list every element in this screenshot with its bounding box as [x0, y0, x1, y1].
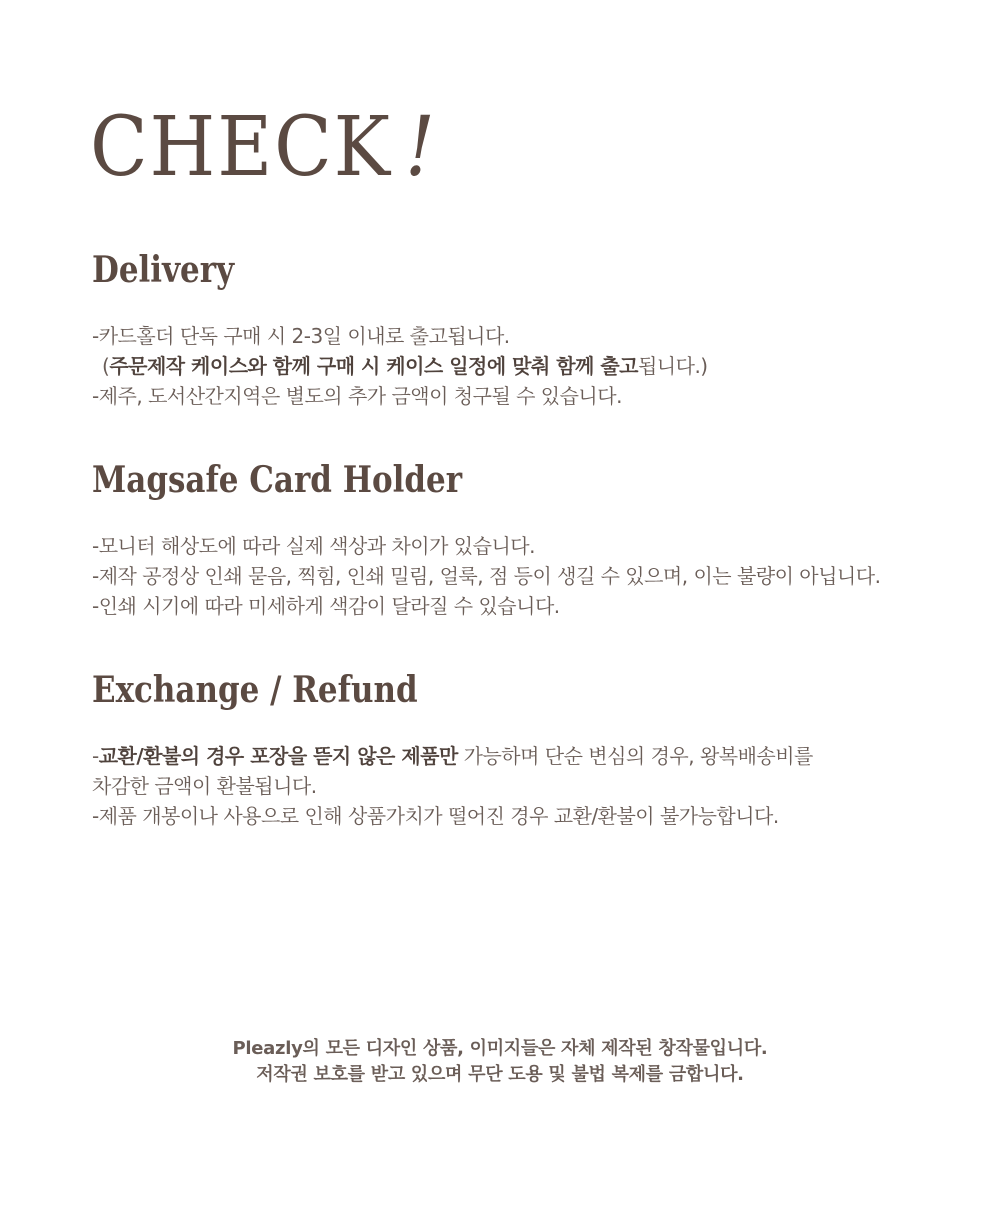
copyright-line-2: 저작권 보호를 받고 있으며 무단 도용 및 불법 복제를 금합니다. — [256, 1064, 744, 1085]
delivery-line-2-rest: 됩니다.) — [637, 354, 708, 378]
delivery-line-2-open: ( — [102, 354, 110, 378]
exchange-line-1-rest: 가능하며 단순 변심의 경우, 왕복배송비를 — [457, 744, 813, 768]
exclamation-mark: ! — [404, 100, 437, 195]
delivery-heading: Delivery — [92, 249, 235, 291]
exchange-lines — [92, 741, 952, 831]
exchange-line-3: -제품 개봉이나 사용으로 인해 상품가치가 떨어진 경우 교환/환불이 불가능합니다. — [92, 804, 779, 828]
magsafe-heading: Magsafe Card Holder — [92, 459, 463, 501]
delivery-section — [92, 248, 952, 411]
copyright-notice — [0, 1036, 1000, 1088]
exchange-line-1 — [92, 741, 952, 771]
exchange-line-1-dash: - — [92, 744, 99, 768]
delivery-lines — [92, 321, 952, 411]
exchange-section — [92, 668, 952, 831]
delivery-line-3: -제주, 도서산간지역은 별도의 추가 금액이 청구될 수 있습니다. — [92, 384, 622, 408]
exchange-line-1-bold: 교환/환불의 경우 포장을 뜯지 않은 제품만 — [98, 744, 458, 768]
magsafe-lines — [92, 531, 952, 621]
delivery-line-2 — [92, 351, 952, 381]
exchange-line-2: 차감한 금액이 환불됩니다. — [92, 774, 317, 798]
delivery-line-1: -카드홀더 단독 구매 시 2-3일 이내로 출고됩니다. — [92, 324, 510, 348]
copyright-line-1: Pleazly의 모든 디자인 상품, 이미지들은 자체 제작된 창작물입니다. — [232, 1038, 768, 1059]
magsafe-section — [92, 458, 952, 621]
page-title-text: CHECK — [90, 100, 392, 195]
magsafe-line-3: -인쇄 시기에 따라 미세하게 색감이 달라질 수 있습니다. — [92, 594, 560, 618]
magsafe-line-1: -모니터 해상도에 따라 실제 색상과 차이가 있습니다. — [92, 534, 535, 558]
magsafe-line-2: -제작 공정상 인쇄 묻음, 찍힘, 인쇄 밀림, 얼룩, 점 등이 생길 수 있으며, 이는 불량이 아닙니다. — [92, 564, 881, 588]
delivery-line-2-bold: 주문제작 케이스와 함께 구매 시 케이스 일정에 맞춰 함께 출고 — [109, 354, 638, 378]
exchange-heading: Exchange / Refund — [92, 669, 418, 711]
page-title — [90, 100, 437, 196]
